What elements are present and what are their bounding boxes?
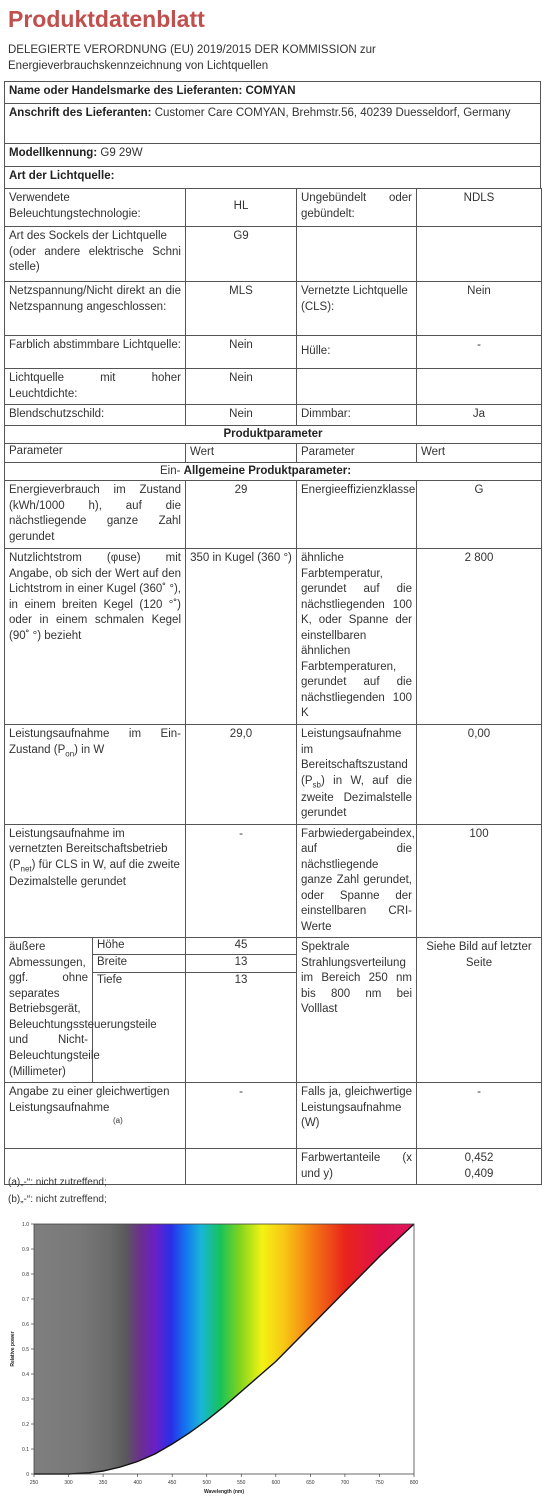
width-label: Breite	[93, 955, 186, 972]
equiv-note: (a)	[113, 1116, 123, 1126]
y-tick-label: 0.1	[22, 1447, 29, 1453]
spectrum-svg	[4, 1218, 424, 1500]
regulation-subtitle: DELEGIERTE VERORDNUNG (EU) 2019/2015 DER KOMMISSION zur Energieverbrauchskennzeichnung von Lichtquellen	[8, 44, 376, 73]
socket-label: Art des Sockels der Lichtquelle	[9, 230, 167, 242]
header-value-2: Wert	[417, 444, 542, 463]
x-tick-label: 350	[98, 1480, 108, 1486]
psb-sub: sb	[312, 779, 321, 789]
width-value: 13	[186, 955, 297, 972]
chroma-y: 0,409	[464, 1167, 494, 1180]
supplier-address-cell	[5, 104, 541, 144]
pnet-label-a: Leistungsaufnahme im vernetzten Bereitschaftsbetrieb (P	[9, 827, 168, 871]
color-tunable-label: Farblich abstimmbare Lichtquelle:	[5, 336, 186, 369]
y-tick-label: 0.4	[22, 1372, 29, 1378]
socket-label-extra: (oder andere elektrische Schni stelle)	[9, 245, 181, 274]
y-tick-label: 0.8	[22, 1272, 29, 1278]
cls-label: Vernetzte Lichtquelle (CLS):	[297, 282, 417, 336]
parameters-table	[4, 188, 542, 1185]
supplier-address-value: Customer Care COMYAN, Brehmstr.56, 40239 Duesseldorf, Germany	[154, 107, 511, 119]
psb-label	[297, 725, 417, 825]
header-value: Wert	[186, 444, 297, 463]
section-title: Produktparameter	[5, 425, 542, 444]
energy-value: 29	[186, 481, 297, 549]
chroma-x: 0,452	[464, 1152, 494, 1165]
x-tick-label: 450	[168, 1480, 177, 1486]
y-tick-label: 0.6	[22, 1322, 29, 1328]
x-tick-label: 250	[29, 1480, 39, 1486]
x-tick-label: 650	[306, 1480, 315, 1486]
x-tick-label: 600	[271, 1480, 280, 1486]
depth-value: 13	[186, 972, 297, 1083]
model-label: Modellkennung:	[9, 147, 98, 159]
dimmable-label: Dimmbar:	[297, 405, 417, 426]
mains-value: MLS	[186, 282, 297, 336]
spectral-value: Siehe Bild auf letzter Seite	[417, 938, 542, 1083]
x-tick-label: 300	[64, 1480, 73, 1486]
spectral-label: Spektrale Strahlungsverteilung im Bereich 250 nm bis 800 nm bei Volllast	[297, 938, 417, 1083]
note-b: (b)„-“: nicht zutreffend;	[8, 1194, 107, 1205]
y-tick-label: 0.5	[22, 1347, 29, 1353]
energy-class-label: Energieeffizienzklasse	[297, 481, 417, 549]
x-tick-label: 750	[375, 1480, 384, 1486]
cri-label: Farbwiedergabeindex, auf die nächstliegende ganze Zahl gerundet, oder Spanne der einstellbaren CRI-Werte	[297, 824, 417, 938]
envelope-value: -	[417, 336, 542, 369]
psb-value: 0,00	[417, 725, 542, 825]
equiv-w-value: -	[417, 1083, 542, 1149]
model-cell	[5, 144, 541, 167]
general-title: Allgemeine Produktparameter:	[183, 464, 352, 477]
cri-value: 100	[417, 824, 542, 938]
pnet-value: -	[186, 824, 297, 938]
socket-value: G9	[186, 227, 297, 282]
socket-empty2	[417, 227, 542, 282]
y-tick-label: 0.2	[22, 1422, 29, 1428]
socket-empty	[297, 227, 417, 282]
equiv-label-cell	[5, 1083, 186, 1149]
spectrum-chart	[4, 1218, 424, 1500]
model-value: G9 29W	[100, 147, 143, 159]
equiv-label: Angabe zu einer gleichwertigen Leistungsaufnahme	[9, 1086, 170, 1114]
pon-label-b: ) in W	[74, 743, 105, 756]
pon-label	[5, 725, 186, 825]
cct-value: 2 800	[417, 549, 542, 725]
tech-value: HL	[186, 189, 297, 227]
supplier-name-value: COMYAN	[245, 85, 296, 97]
focus-value: NDLS	[417, 189, 542, 227]
y-tick-label: 0.3	[22, 1397, 29, 1403]
luminance-value: Nein	[186, 369, 297, 405]
chroma-values	[417, 1149, 542, 1185]
pon-sub: on	[65, 748, 75, 758]
chroma-label: Farbwertanteile (x und y)	[297, 1149, 417, 1185]
general-prefix: Ein-	[160, 464, 181, 477]
depth-label: Tiefe	[93, 972, 186, 1083]
flux-label: Nutzlichtstrom (φuse) mit Angabe, ob sich der Wert auf den Lichtstrom in einer Kugel (360˚ °), in einem breiten Kegel (120 °˚) oder in einem schmalen Kegel (90˚ °) bezieht	[5, 549, 186, 725]
pnet-label	[5, 824, 186, 938]
pnet-sub: net	[20, 864, 32, 874]
glare-value: Nein	[186, 405, 297, 426]
color-tunable-value: Nein	[186, 336, 297, 369]
height-value: 45	[186, 938, 297, 955]
flux-value: 350 in Kugel (360 °)	[186, 549, 297, 725]
cct-label: ähnliche Farbtemperatur, gerundet auf die nächstliegenden 100 K, oder Spanne der einstellbaren ähnlichen Farbtemperaturen, gerundet auf die nächstliegenden 100 K	[297, 549, 417, 725]
tech-label: Verwendete Beleuchtungstechnologie:	[5, 189, 186, 227]
x-axis-label: Wavelength (nm)	[203, 1489, 245, 1495]
envelope-label: Hülle:	[297, 336, 417, 369]
supplier-address-label: Anschrift des Lieferanten:	[9, 107, 152, 119]
x-tick-label: 550	[237, 1480, 246, 1486]
cls-value: Nein	[417, 282, 542, 336]
socket-label-cell	[5, 227, 186, 282]
energy-label: Energieverbrauch im Zustand (kWh/1000 h), auf die nächstliegende ganze Zahl gerundet	[5, 481, 186, 549]
y-tick-label: 1.0	[22, 1222, 29, 1228]
psb-label-b: ) in W, auf die zweite Dezimalstelle gerundet	[301, 774, 412, 820]
x-tick-label: 400	[133, 1480, 142, 1486]
supplier-name-label: Name oder Handelsmarke des Lieferanten:	[9, 85, 243, 97]
mains-label: Netzspannung/Nicht direkt an die Netzspannung angeschlossen:	[5, 282, 186, 336]
luminance-empty	[297, 369, 417, 405]
y-tick-label: 0.9	[22, 1247, 29, 1253]
page-title: Produktdatenblatt	[8, 6, 205, 32]
energy-class-value: G	[417, 481, 542, 549]
chroma-empty2	[186, 1149, 297, 1185]
lightsource-type-label: Art der Lichtquelle:	[5, 167, 541, 189]
x-tick-label: 800	[409, 1480, 419, 1486]
pon-value: 29,0	[186, 725, 297, 825]
y-tick-label: 0.7	[22, 1297, 29, 1303]
supplier-name-cell	[5, 82, 541, 104]
pon-label-a: Leistungsaufnahme im Ein-Zustand (P	[9, 728, 181, 756]
pnet-label-b: ) für CLS in W, auf die zweite Dezimalstelle gerundet	[9, 858, 180, 888]
equiv-w-label: Falls ja, gleichwertige Leistungsaufnahme (W)	[297, 1083, 417, 1149]
general-section	[5, 462, 542, 481]
equiv-value: -	[186, 1083, 297, 1149]
glare-label: Blendschutzschild:	[5, 405, 186, 426]
supplier-table	[4, 81, 541, 189]
x-tick-label: 700	[340, 1480, 350, 1486]
header-parameter: Parameter	[5, 444, 186, 463]
y-axis-label: Relative power	[10, 1331, 16, 1367]
y-tick-label: 0	[26, 1472, 29, 1478]
x-tick-label: 500	[202, 1480, 211, 1486]
header-parameter-2: Parameter	[297, 444, 417, 463]
height-label: Höhe	[93, 938, 186, 955]
plot-layer	[34, 1224, 414, 1474]
luminance-empty2	[417, 369, 542, 405]
psb-label-a: Leistungsaufnahme im Bereitschaftszustand (P	[301, 728, 408, 787]
luminance-label: Lichtquelle mit hoher Leuchtdichte:	[5, 369, 186, 405]
note-a: (a)„-“: nicht zutreffend;	[8, 1177, 107, 1188]
focus-label: Ungebündelt oder gebündelt:	[297, 189, 417, 227]
dimmable-value: Ja	[417, 405, 542, 426]
dimensions-label: äußere Abmessungen, ggf. ohne separates Betriebsgerät, Beleuchtungssteuerungsteile und Nicht-Beleuchtungsteile (Millimeter)	[5, 938, 93, 1083]
